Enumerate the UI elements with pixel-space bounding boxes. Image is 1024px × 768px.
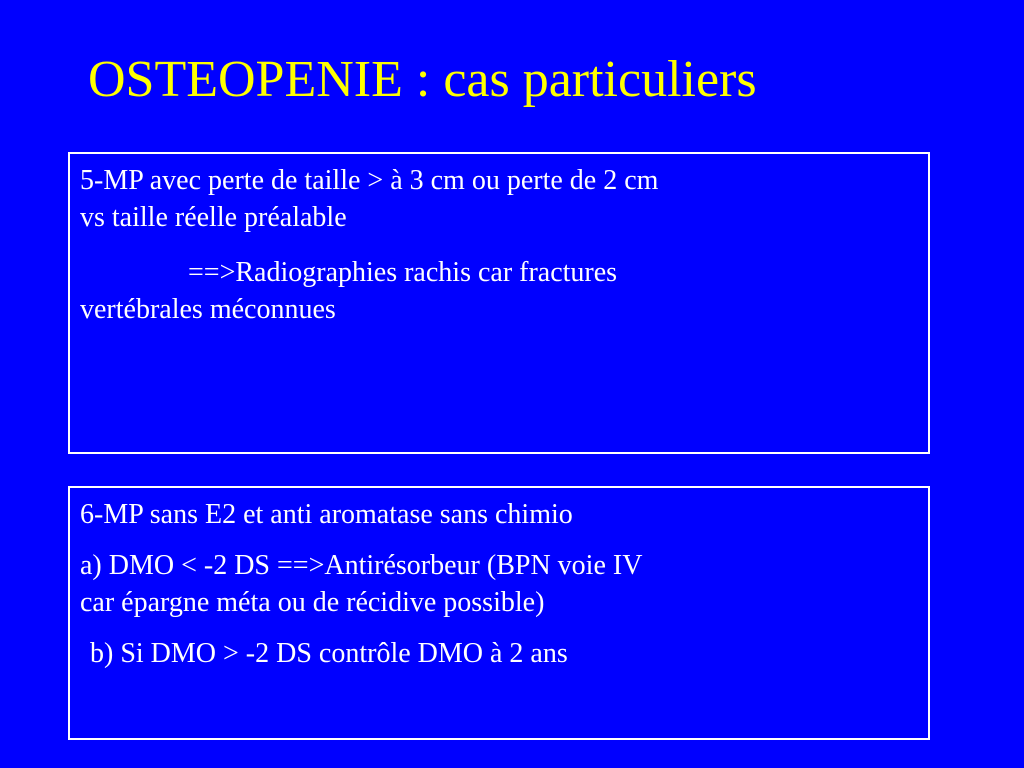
- box1-line-2: vs taille réelle préalable: [80, 202, 347, 233]
- box2-line-2: a) DMO < -2 DS ==>Antirésorbeur (BPN voie IV: [80, 550, 643, 581]
- content-box-2: [68, 486, 930, 740]
- slide-title: OSTEOPENIE : cas particuliers: [88, 51, 757, 108]
- box2-line-3: car épargne méta ou de récidive possible): [80, 587, 545, 618]
- box1-line-4: vertébrales méconnues: [80, 294, 336, 325]
- box1-line-1: 5-MP avec perte de taille > à 3 cm ou perte de 2 cm: [80, 165, 659, 196]
- box2-line-4: b) Si DMO > -2 DS contrôle DMO à 2 ans: [90, 638, 568, 669]
- box2-line-1: 6-MP sans E2 et anti aromatase sans chimio: [80, 499, 573, 530]
- content-box-1: [68, 152, 930, 454]
- box1-line-3: ==>Radiographies rachis car fractures: [188, 257, 618, 288]
